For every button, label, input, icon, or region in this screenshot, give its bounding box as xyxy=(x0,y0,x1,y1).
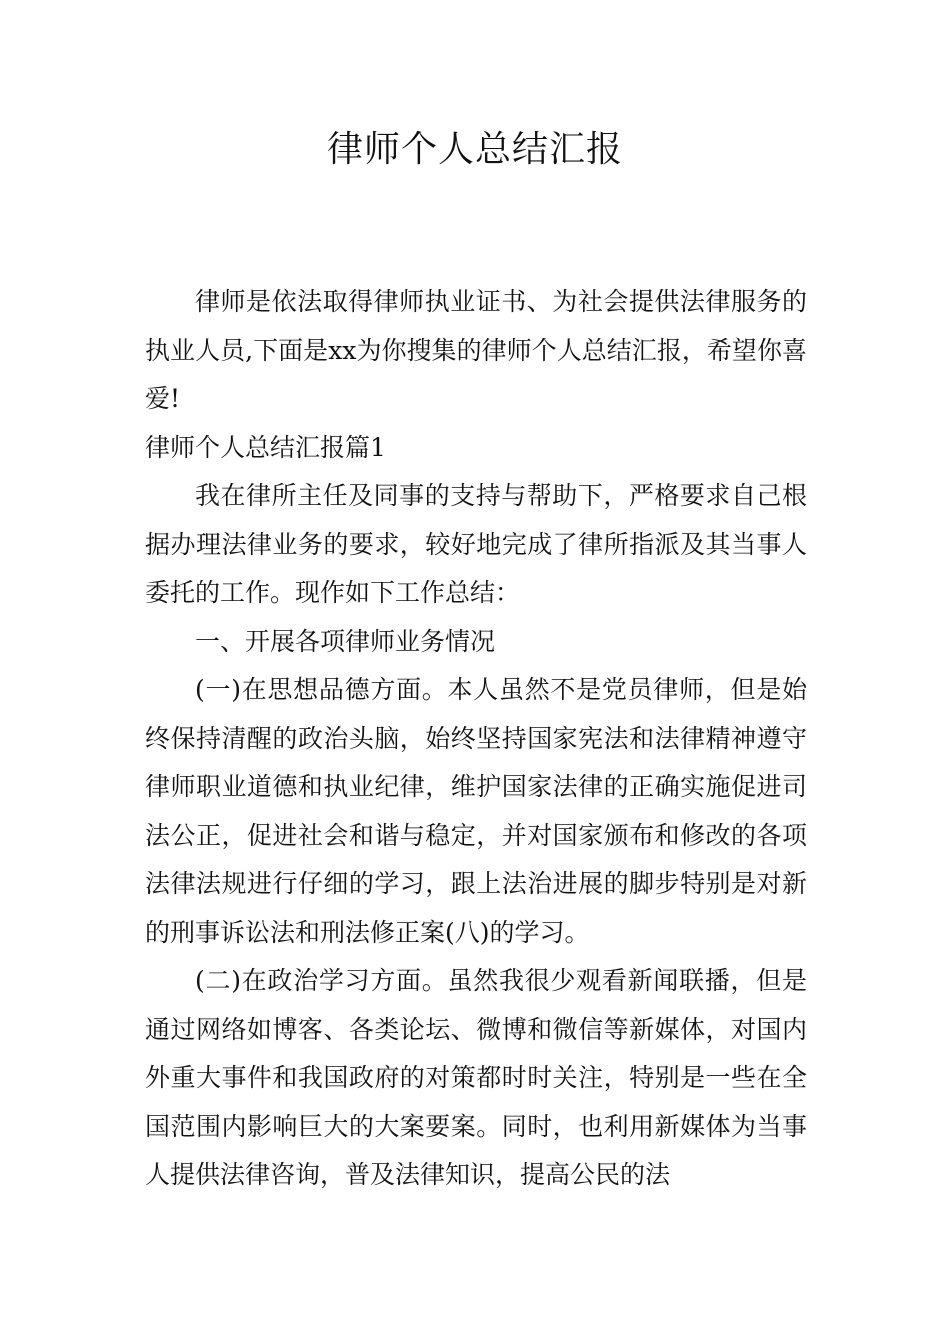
document-title: 律师个人总结汇报 xyxy=(326,129,623,170)
paragraph-intro: 律师是依法取得律师执业证书、为社会提供法律服务的执业人员,下面是xx为你搜集的律师个人总结汇报，希望你喜爱! xyxy=(145,287,807,413)
paragraph-moral: (一)在思想品德方面。本人虽然不是党员律师，但是始终保持清醒的政治头脑，始终坚持国家宪法和法律精神遵守律师职业道德和执业纪律，维护国家法律的正确实施促进司法公正，促进社会和谐与稳定，并对国家颁布和修改的各项法律法规进行仔细的学习，跟上法治进展的脚步特别是对新的刑事诉讼法和刑法修正案(八)的学习。 xyxy=(145,675,807,947)
paragraph-summary-intro: 我在律所主任及同事的支持与帮助下，严格要求自己根据办理法律业务的要求，较好地完成了律所指派及其当事人委托的工作。现作如下工作总结： xyxy=(145,481,807,607)
paragraph-political: (二)在政治学习方面。虽然我很少观看新闻联播，但是通过网络如博客、各类论坛、微博和微信等新媒体，对国内外重大事件和我国政府的对策都时时关注，特别是一些在全国范围内影响巨大的大案要案。同时，也利用新媒体为当事人提供法律咨询，普及法律知识，提高公民的法 xyxy=(145,966,807,1189)
document-body xyxy=(145,278,807,1200)
subheading-business: 一、开展各项律师业务情况 xyxy=(195,626,496,656)
section-heading: 律师个人总结汇报篇1 xyxy=(145,432,386,462)
